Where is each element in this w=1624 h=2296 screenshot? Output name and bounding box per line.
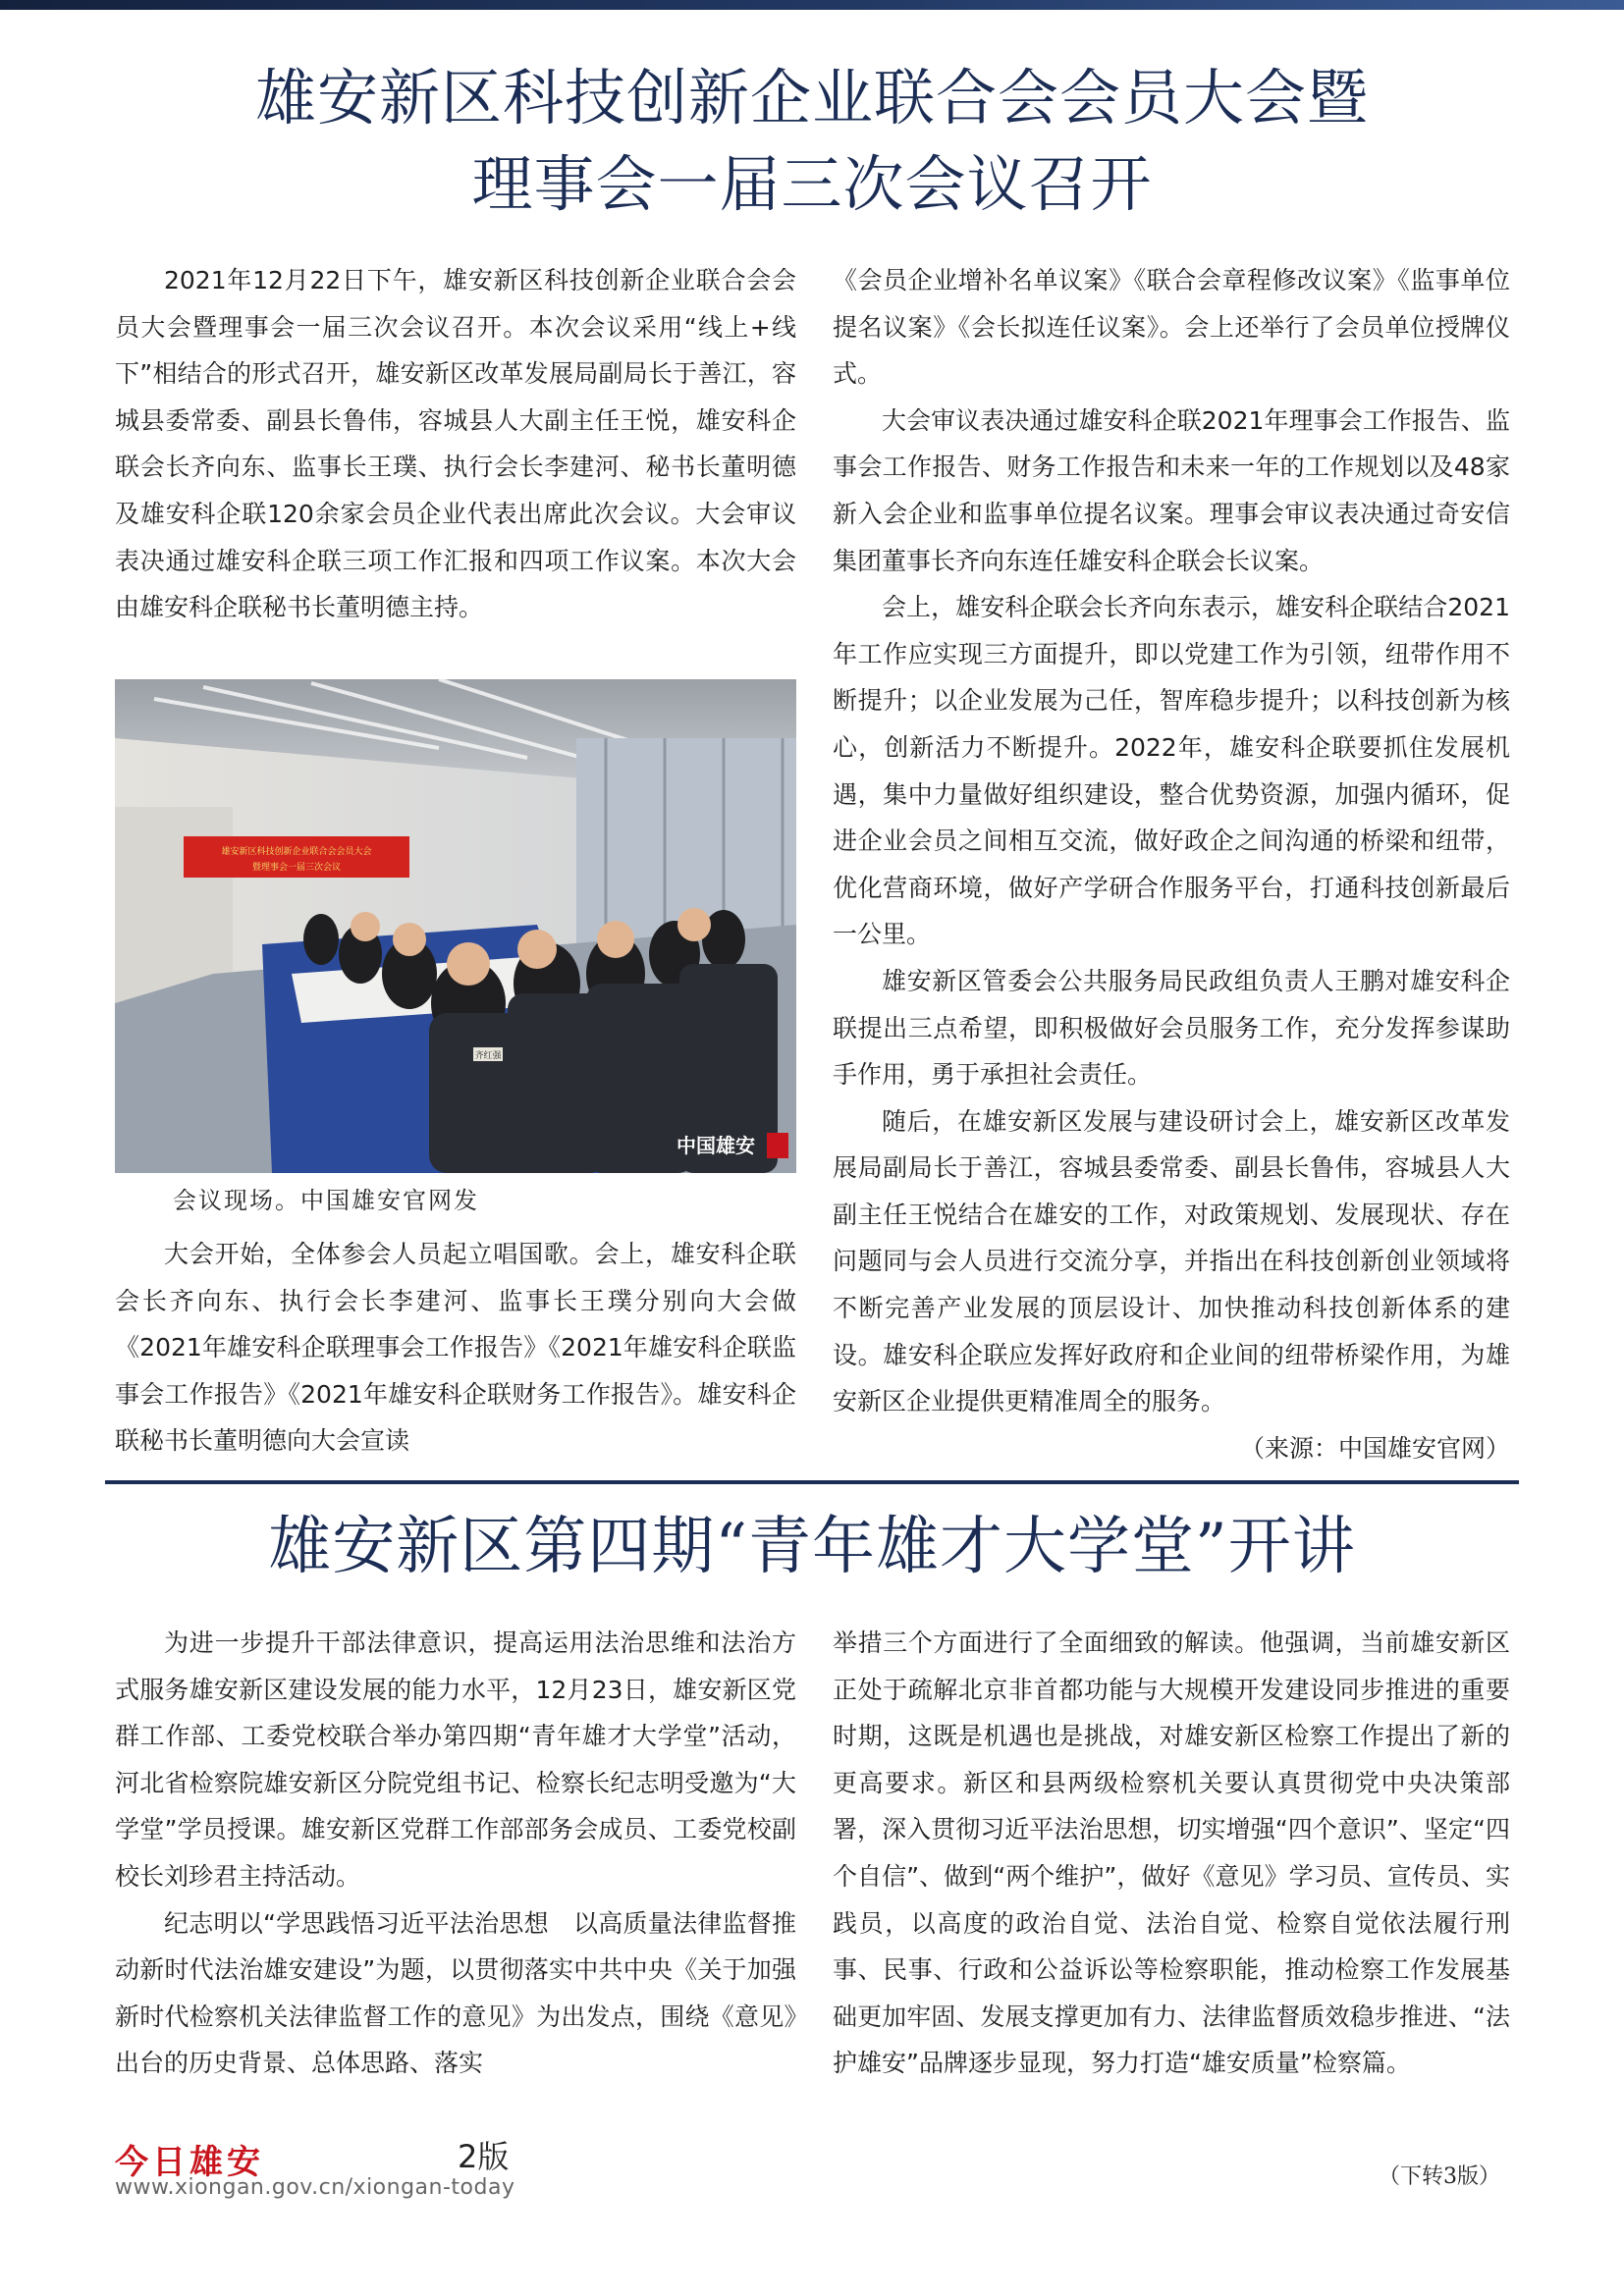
- meeting-scene-image: [115, 679, 796, 1173]
- photo-caption: 会议现场。中国雄安官网发: [173, 1187, 479, 1214]
- article1-paragraph: 大会审议表决通过雄安科企联2021年理事会工作报告、监事会工作报告、财务工作报告和未来一年的工作规划以及48家新入会企业和监事单位提名议案。理事会审议表决通过奇安信集团董事长齐向东连任雄安科企联会长议案。: [833, 405, 1510, 575]
- article1-title-line1: 雄安新区科技创新企业联合会会员大会暨: [254, 62, 1369, 133]
- article1-left-column-bottom: [115, 1231, 796, 1465]
- article1-left-column-top: [115, 257, 796, 631]
- photo-nameplate: 齐红强: [474, 1051, 502, 1061]
- article1-paragraph: 随后，在雄安新区发展与建设研讨会上，雄安新区改革发展局副局长于善江，容城县委常委、副县长鲁伟，容城县人大副主任王悦结合在雄安的工作，对政策规划、发展现状、存在问题同与会人员进行交流分享，并指出在科技创新创业领域将不断完善产业发展的顶层设计、加快推动科技创新体系的建设。雄安科企联应发挥好政府和企业间的纽带桥梁作用，为雄安新区企业提供更精准周全的服务。: [833, 1106, 1510, 1416]
- article2-left-column: [115, 1620, 796, 2087]
- article1-paragraph: 雄安新区管委会公共服务局民政组负责人王鹏对雄安科企联提出三点希望，即积极做好会员服务工作，充分发挥参谋助手作用，勇于承担社会责任。: [833, 966, 1510, 1090]
- article2-right-column: [833, 1620, 1510, 2087]
- footer-url[interactable]: www.xiongan.gov.cn/xiongan-today: [115, 2175, 515, 2200]
- meeting-photo: [115, 679, 796, 1173]
- article1-paragraph-continued: 《会员企业增补名单议案》《联合会章程修改议案》《监事单位提名议案》《会长拟连任议案》。会上还举行了会员单位授牌仪式。: [833, 266, 1510, 389]
- article1-paragraph: 大会开始，全体参会人员起立唱国歌。会上，雄安科企联会长齐向东、执行会长李建河、监事长王璞分别向大会做《2021年雄安科企联理事会工作报告》《2021年雄安科企联监事会工作报告》《2021年雄安科企联财务工作报告》。雄安科企联秘书长董明德向大会宣读: [115, 1240, 796, 1456]
- photo-banner-line2: 暨理事会一届三次会议: [251, 863, 342, 873]
- photo-watermark: 中国雄安: [677, 1134, 755, 1157]
- article1-right-column: [833, 257, 1510, 1471]
- article2-title: 雄安新区第四期“青年雄才大学堂”开讲: [268, 1511, 1356, 1583]
- article2-paragraph: 纪志明以“学思践悟习近平法治思想 以高质量法律监督推动新时代法治雄安建设”为题，以贯彻落实中共中央《关于加强新时代检察机关法律监督工作的意见》为出发点，围绕《意见》出台的历史背景、总体思路、落实: [115, 1908, 796, 2078]
- page-number: 2版: [458, 2138, 510, 2175]
- masthead-logo: 今日雄安: [115, 2143, 264, 2182]
- article2-paragraph: 为进一步提升干部法律意识，提高运用法治思维和法治方式服务雄安新区建设发展的能力水平，12月23日，雄安新区党群工作部、工委党校联合举办第四期“青年雄才大学堂”活动，河北省检察院雄安新区分院党组书记、检察长纪志明受邀为“大学堂”学员授课。雄安新区党群工作部部务会成员、工委党校副校长刘珍君主持活动。: [115, 1629, 796, 1891]
- continued-note: （下转3版）: [1379, 2164, 1500, 2189]
- section-divider: [105, 1480, 1519, 1484]
- article1-paragraph: 2021年12月22日下午，雄安新区科技创新企业联合会会员大会暨理事会一届三次会议召开。本次会议采用“线上+线下”相结合的形式召开，雄安新区改革发展局副局长于善江，容城县委常委、副县长鲁伟，容城县人大副主任王悦，雄安科企联会长齐向东、监事长王璞、执行会长李建河、秘书长董明德及雄安科企联120余家会员企业代表出席此次会议。大会审议表决通过雄安科企联三项工作汇报和四项工作议案。本次大会由雄安科企联秘书长董明德主持。: [115, 266, 796, 622]
- top-color-bar: [0, 0, 1624, 10]
- article1-title-line2: 理事会一届三次会议召开: [471, 148, 1153, 220]
- article1-source: （来源：中国雄安官网）: [1239, 1433, 1510, 1463]
- article1-paragraph: 会上，雄安科企联会长齐向东表示，雄安科企联结合2021年工作应实现三方面提升，即以党建工作为引领，纽带作用不断提升；以企业发展为己任，智库稳步提升；以科技创新为核心，创新活力不断提升。2022年，雄安科企联要抓住发展机遇，集中力量做好组织建设，整合优势资源，加强内循环，促进企业会员之间相互交流，做好政企之间沟通的桥梁和纽带，优化营商环境，做好产学研合作服务平台，打通科技创新最后一公里。: [833, 593, 1510, 949]
- article2-paragraph-continued: 举措三个方面进行了全面细致的解读。他强调，当前雄安新区正处于疏解北京非首都功能与大规模开发建设同步推进的重要时期，这既是机遇也是挑战，对雄安新区检察工作提出了新的更高要求。新区和县两级检察机关要认真贯彻党中央决策部署，深入贯彻习近平法治思想，切实增强“四个意识”、坚定“四个自信”、做到“两个维护”，做好《意见》学习员、宣传员、实践员，以高度的政治自觉、法治自觉、检察自觉依法履行刑事、民事、行政和公益诉讼等检察职能，推动检察工作发展基础更加牢固、发展支撑更加有力、法律监督质效稳步推进、“法护雄安”品牌逐步显现，努力打造“雄安质量”检察篇。: [833, 1629, 1510, 2078]
- photo-banner-line1: 雄安新区科技创新企业联合会会员大会: [221, 847, 372, 857]
